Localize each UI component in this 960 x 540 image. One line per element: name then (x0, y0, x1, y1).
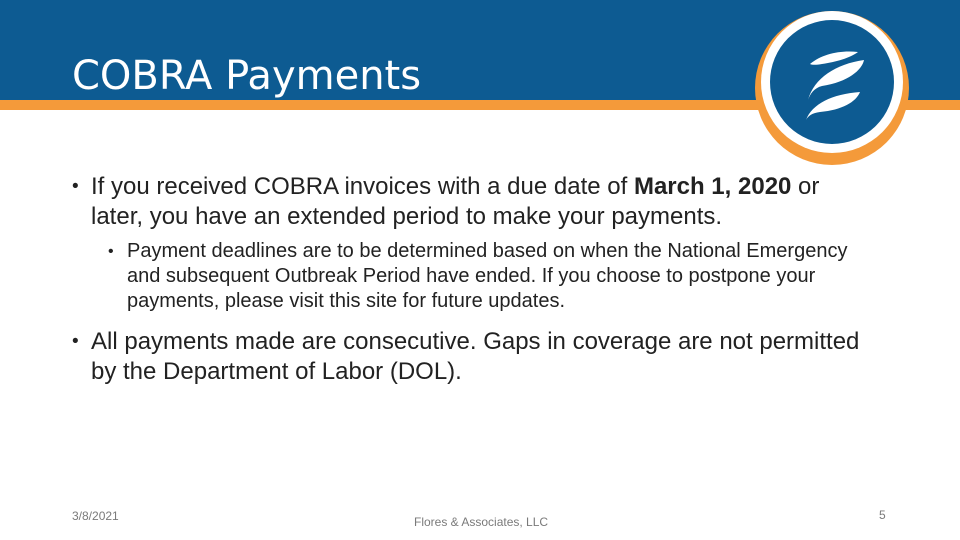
slide-title: COBRA Payments (72, 53, 422, 99)
company-logo-icon (752, 8, 912, 168)
bullet-item (72, 327, 872, 387)
footer-company: Flores & Associates, LLC (414, 515, 549, 529)
bullet-marker: • (72, 331, 79, 352)
footer-date: 3/8/2021 (72, 509, 119, 523)
bullet-marker: • (108, 243, 114, 260)
bullet-item (72, 172, 872, 232)
bullet-marker: • (72, 176, 79, 197)
page-number: 5 (879, 508, 886, 522)
bullet-text: All payments made are consecutive. Gaps in coverage are not permitted by the Department of Labor (DOL). (91, 328, 860, 385)
sub-bullet-item (108, 239, 872, 314)
sub-bullet-text: Payment deadlines are to be determined based on when the National Emergency and subsequent Outbreak Period have ended. If you choose to postpone your payments, please visit this site for future updates. (127, 240, 848, 312)
bullet-text: or later, you have an extended period to make your payments. (91, 173, 820, 230)
bullet-text: If you received COBRA invoices with a due date of (91, 173, 634, 200)
slide-content (72, 172, 872, 387)
bullet-bold-date: March 1, 2020 (633, 173, 792, 200)
